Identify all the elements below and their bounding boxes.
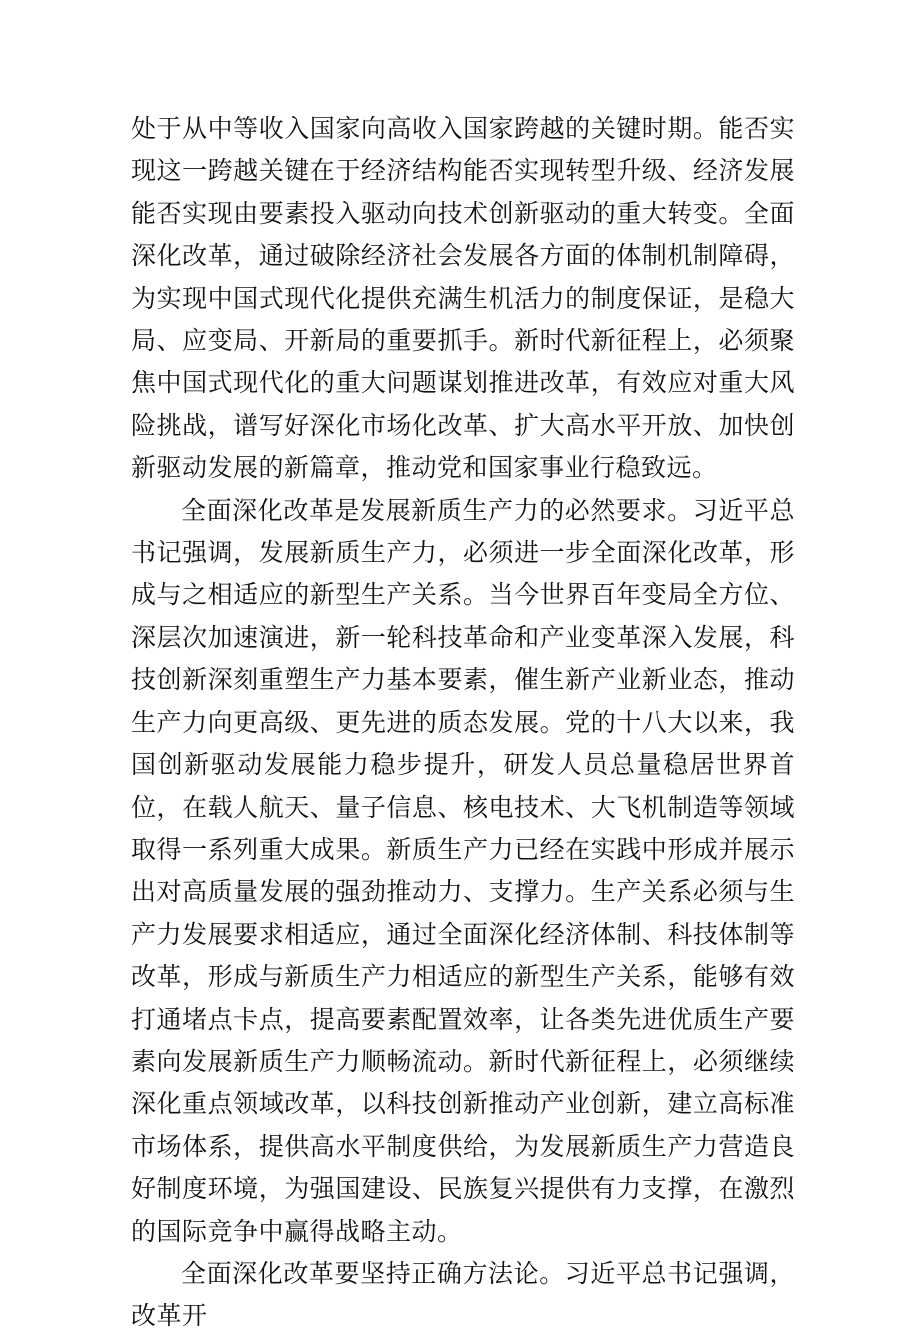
paragraph-continued: 处于从中等收入国家向高收入国家跨越的关键时期。能否实现这一跨越关键在于经济结构能否实现转型升级、经济发展能否实现由要素投入驱动向技术创新驱动的重大转变。全面深化改革，通过破除经济社会发展各方面的体制机制障碍，为实现中国式现代化提供充满生机活力的制度保证，是稳大局、应变局、开新局的重要抓手。新时代新征程上，必须聚焦中国式现代化的重大问题谋划推进改革，有效应对重大风险挑战，谱写好深化市场化改革、扩大高水平开放、加快创新驱动发展的新篇章，推动党和国家事业行稳致远。	[131, 114, 795, 483]
paragraph-methodology: 全面深化改革要坚持正确方法论。习近平总书记强调，改革开	[131, 1258, 795, 1331]
paragraph-new-productive-forces: 全面深化改革是发展新质生产力的必然要求。习近平总书记强调，发展新质生产力，必须进一步全面深化改革，形成与之相适应的新型生产关系。当今世界百年变局全方位、深层次加速演进，新一轮科技革命和产业变革深入发展，科技创新深刻重塑生产力基本要素，催生新产业新业态，推动生产力向更高级、更先进的质态发展。党的十八大以来，我国创新驱动发展能力稳步提升，研发人员总量稳居世界首位，在载人航天、量子信息、核电技术、大飞机制造等领域取得一系列重大成果。新质生产力已经在实践中形成并展示出对高质量发展的强劲推动力、支撑力。生产关系必须与生产力发展要求相适应，通过全面深化经济体制、科技体制等改革，形成与新质生产力相适应的新型生产关系，能够有效打通堵点卡点，提高要素配置效率，让各类先进优质生产要素向发展新质生产力顺畅流动。新时代新征程上，必须继续深化重点领域改革，以科技创新推动产业创新，建立高标准市场体系，提供高水平制度供给，为发展新质生产力营造良好制度环境，为强国建设、民族复兴提供有力支撑，在激烈的国际竞争中赢得战略主动。	[131, 495, 795, 1246]
body-text	[131, 108, 795, 1338]
